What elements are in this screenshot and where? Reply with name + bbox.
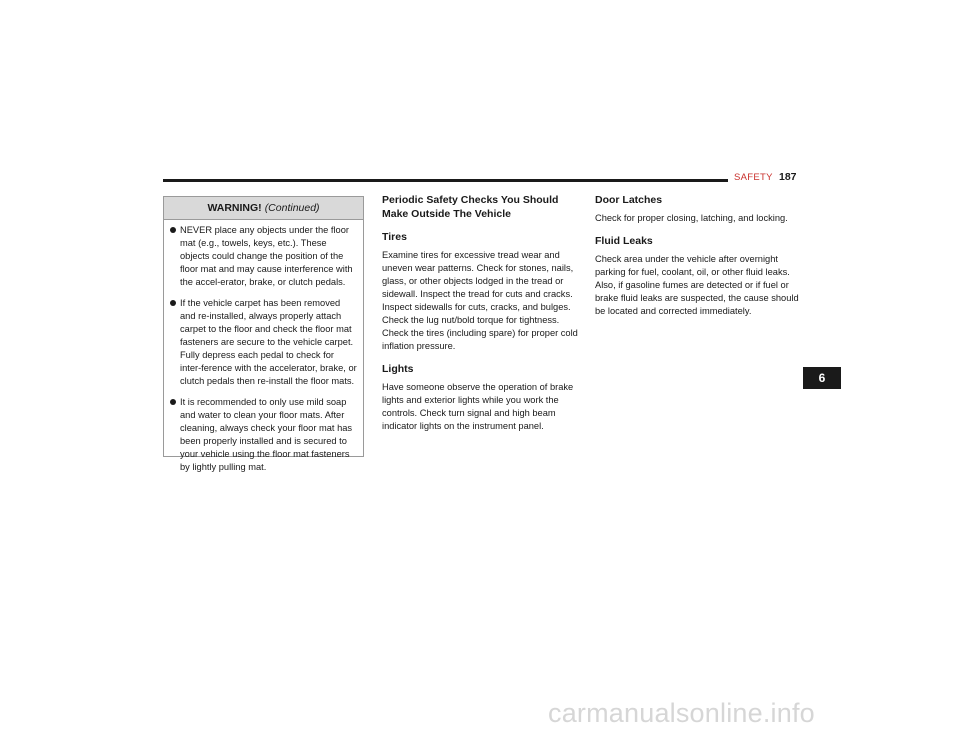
tires-text: Examine tires for excessive tread wear and uneven wear patterns. Check for stones, nails, glass, or other objects lodged in the tread or sidewall. Inspect the tread for cuts and cracks. Inspect sidewalls for cuts, cracks, and bulges. Check the lug nut/bold torque for tightness. Check the tires (including spare) for proper cold inflation pressure. — [382, 250, 578, 351]
header-rule — [163, 179, 728, 182]
chapter-tab: 6 — [803, 367, 841, 389]
warning-list — [164, 224, 363, 474]
warning-item — [164, 224, 357, 289]
bullet-icon — [170, 399, 176, 405]
door-latches-text: Check for proper closing, latching, and locking. — [595, 213, 788, 223]
warning-item-text: If the vehicle carpet has been removed and re-installed, always properly attach carpet to the floor and check the floor mat fasteners are secure to the vehicle carpet. Fully depress each pedal to check for inter-ference with the accelerator, brake, or clutch pedals then re-install the floor mats. — [180, 298, 357, 386]
fluid-leaks-heading: Fluid Leaks — [595, 235, 653, 247]
warning-box — [163, 196, 364, 472]
bullet-icon — [170, 227, 176, 233]
warning-item — [164, 297, 357, 388]
tires-heading: Tires — [382, 231, 407, 243]
warning-header — [164, 197, 363, 220]
middle-column — [382, 193, 580, 433]
bullet-icon — [170, 300, 176, 306]
right-column — [595, 193, 801, 318]
lights-heading: Lights — [382, 363, 414, 375]
page-number: 187 — [779, 171, 797, 183]
lights-text: Have someone observe the operation of brake lights and exterior lights while you work the controls. Check turn signal and high beam indicator lights on the instrument panel. — [382, 382, 574, 431]
door-latches-heading: Door Latches — [595, 194, 663, 206]
warning-subtitle: (Continued) — [264, 202, 320, 214]
section-title: Periodic Safety Checks You Should Make Outside The Vehicle — [382, 194, 559, 220]
fluid-leaks-text: Check area under the vehicle after overnight parking for fuel, coolant, oil, or other fluid leaks. Also, if gasoline fumes are detected or if fuel or brake fluid leaks are suspected, the cause should be located and corrected immediately. — [595, 254, 799, 316]
warning-item — [164, 396, 357, 474]
warning-title: WARNING! — [207, 202, 262, 214]
warning-item-text: NEVER place any objects under the floor mat (e.g., towels, keys, etc.). These objects could change the position of the floor mat and may cause interference with the accel-erator, brake, or clutch pedals. — [180, 225, 353, 287]
section-label: SAFETY — [734, 172, 773, 183]
warning-item-text: It is recommended to only use mild soap and water to clean your floor mats. After cleaning, always check your floor mat has been properly installed and is secured to your vehicle using the floor mat fasteners by lightly pulling mat. — [180, 397, 353, 472]
watermark: carmanualsonline.info — [548, 698, 815, 728]
